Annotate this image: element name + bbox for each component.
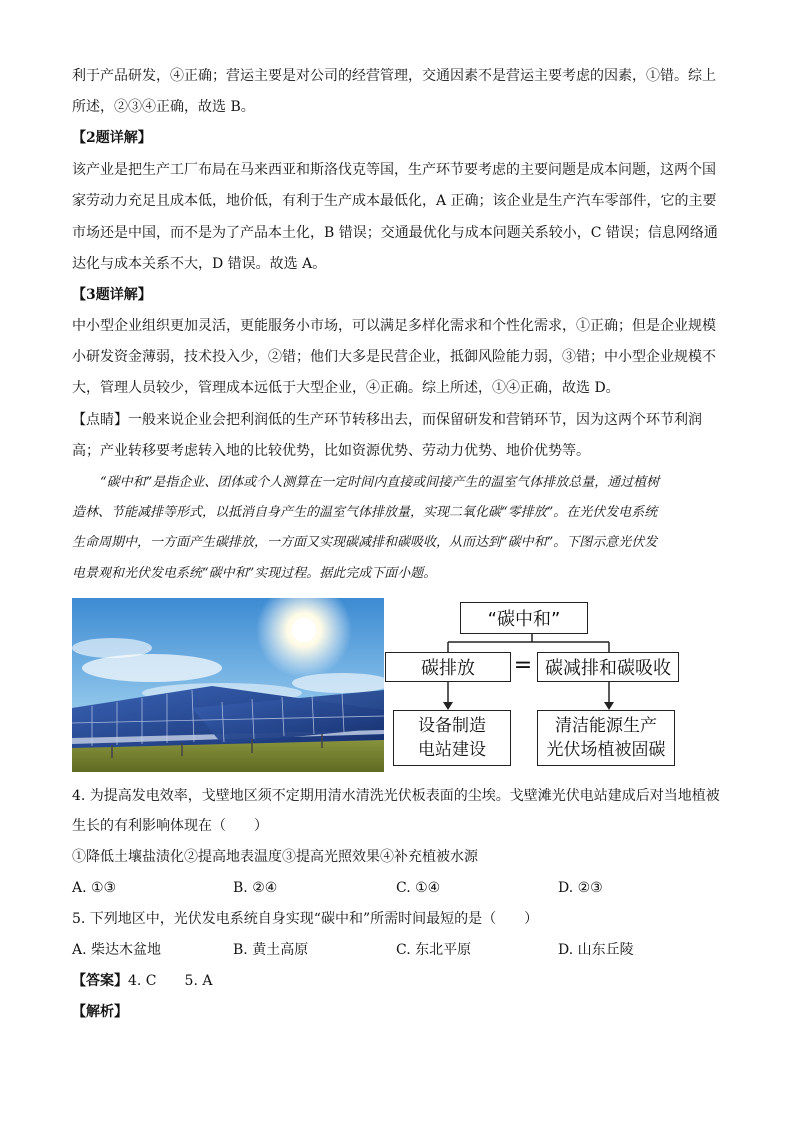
material-line: 造林、节能减排等形式，以抵消自身产生的温室气体排放量，实现二氧化碳“零排放”。在光伏发电系统 bbox=[72, 505, 658, 520]
section-heading: 【3题详解】 bbox=[72, 287, 152, 303]
solar-farm-photo bbox=[72, 598, 384, 772]
text-line: 所述，②③④正确，故选 B。 bbox=[72, 99, 255, 115]
text-line: 利于产品研发，④正确；营运主要是对公司的经营管理，交通因素不是营运主要考虑的因素，①错。综上 bbox=[72, 68, 716, 84]
option-d: D. ②③ bbox=[558, 880, 603, 896]
option-a: A. ①③ bbox=[72, 880, 117, 896]
text-line: 大，管理人员较少，管理成本远低于大型企业，④正确。综上所述，①④正确，故选 D。 bbox=[72, 380, 620, 396]
diagram-node-line: 设备制造 bbox=[418, 716, 486, 736]
diagram-node-carbon-emission: 碳排放 bbox=[385, 652, 511, 682]
diagram-node-line: 光伏场植被固碳 bbox=[546, 740, 666, 760]
option-b: B. 黄土高原 bbox=[233, 942, 309, 958]
text-line: 市场还是中国，而不是为了产品本土化，B 错误；交通最优化与成本问题关系较小，C 错误；信息网络通 bbox=[72, 225, 718, 241]
diagram-node-line: 电站建设 bbox=[418, 740, 486, 760]
answer-4: 4. C bbox=[128, 973, 157, 989]
option-c: C. 东北平原 bbox=[396, 942, 472, 958]
text-line: 该产业是把生产工厂布局在马来西亚和斯洛伐克等国，生产环节要考虑的主要问题是成本问题，这两个国 bbox=[72, 162, 716, 178]
text-line: 达化与成本关系不大，D 错误。故选 A。 bbox=[72, 256, 327, 272]
diagram-node-clean-energy bbox=[537, 710, 675, 766]
diagram-node-carbon-neutral: “碳中和” bbox=[460, 602, 588, 634]
equals-sign: = bbox=[513, 652, 533, 678]
material-line: 电景观和光伏发电系统“碳中和”实现过程。据此完成下面小题。 bbox=[72, 566, 437, 581]
section-heading: 【2题详解】 bbox=[72, 130, 152, 146]
question-4-stem: 4. 为提高发电效率，戈壁地区须不定期用清水清洗光伏板表面的尘埃。戈壁滩光伏电站建成后对当地植被 bbox=[72, 788, 720, 804]
material-line: “碳中和”是指企业、团体或个人测算在一定时间内直接或间接产生的温室气体排放总量，通过植树 bbox=[100, 475, 660, 490]
option-a: A. 柴达木盆地 bbox=[72, 942, 162, 958]
material-line: 生命周期中，一方面产生碳排放，一方面又实现碳减排和碳吸收，从而达到“碳中和”。下图示意光伏发 bbox=[72, 535, 658, 550]
tip-line: 【点睛】一般来说企业会把利润低的生产环节转移出去，而保留研发和营销环节，因为这两个环节利润 bbox=[72, 412, 702, 428]
answer-label: 【答案】 bbox=[72, 973, 128, 989]
text-line: 家劳动力充足且成本低，地价低，有利于生产成本最低化，A 正确；该企业是生产汽车零部件，它的主要 bbox=[72, 193, 717, 209]
tip-line: 高；产业转移要考虑转入地的比较优势，比如资源优势、劳动力优势、地价优势等。 bbox=[72, 443, 590, 459]
diagram-node-manufacturing bbox=[393, 710, 511, 766]
option-c: C. ①④ bbox=[396, 880, 441, 896]
answer-line bbox=[72, 971, 212, 991]
option-b: B. ②④ bbox=[233, 880, 278, 896]
question-4-stem: 生长的有利影响体现在（ ） bbox=[72, 818, 268, 834]
question-4-items: ①降低土壤盐渍化②提高地表温度③提高光照效果④补充植被水源 bbox=[72, 849, 478, 865]
text-line: 小研发资金薄弱，技术投入少，②错；他们大多是民营企业，抵御风险能力弱，③错；中小型企业规模不 bbox=[72, 349, 716, 365]
answer-5: 5. A bbox=[184, 973, 213, 989]
analysis-heading: 【解析】 bbox=[72, 1004, 128, 1020]
text-line: 中小型企业组织更加灵活，更能服务小市场，可以满足多样化需求和个性化需求，①正确；但是企业规模 bbox=[72, 318, 716, 334]
diagram-node-reduction-absorption: 碳减排和碳吸收 bbox=[537, 652, 679, 682]
option-d: D. 山东丘陵 bbox=[558, 942, 634, 958]
question-5-stem: 5. 下列地区中，光伏发电系统自身实现“碳中和”所需时间最短的是（ ） bbox=[72, 911, 539, 927]
diagram-node-line: 清洁能源生产 bbox=[555, 716, 657, 736]
